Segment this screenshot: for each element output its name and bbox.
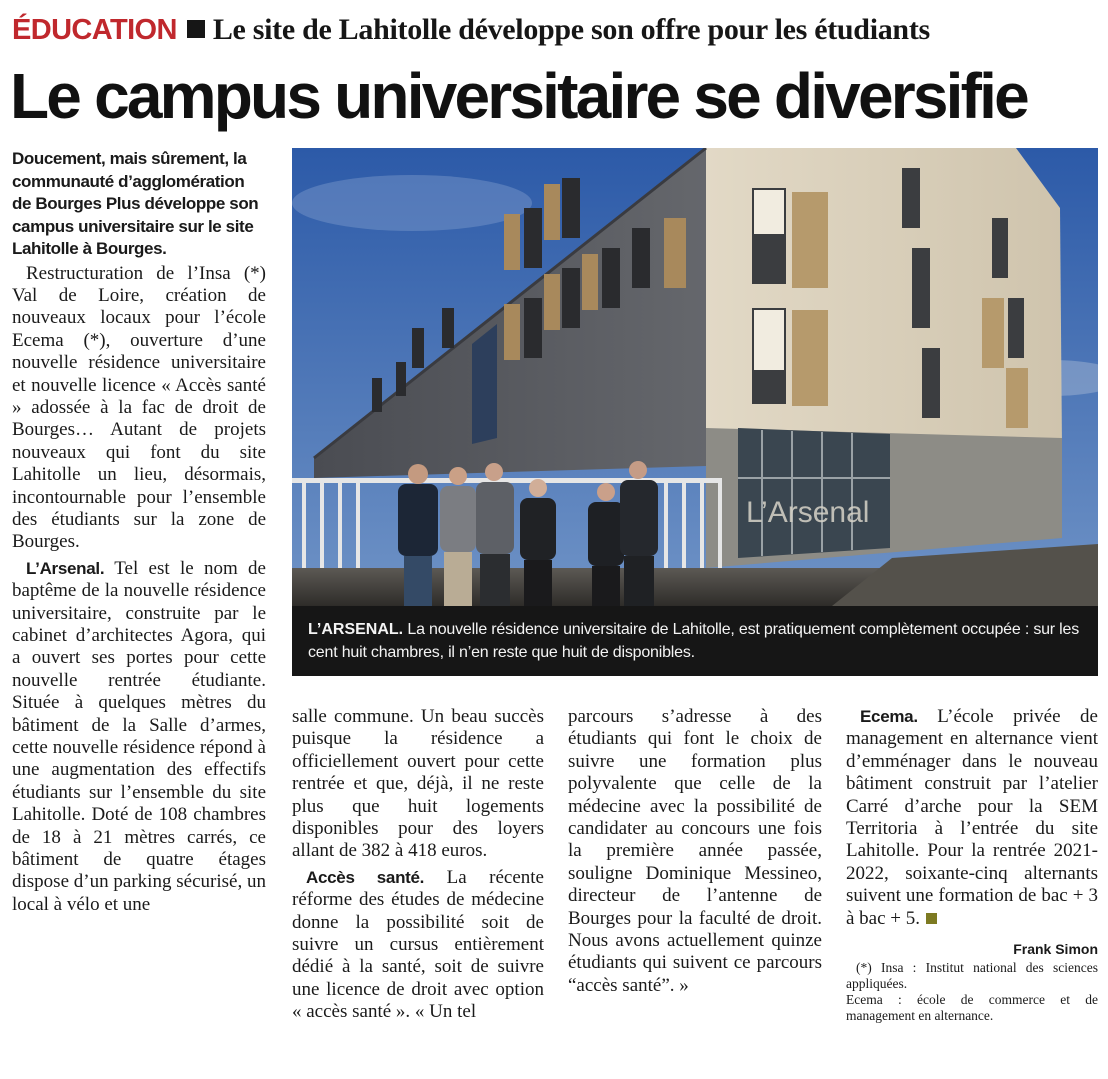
square-bullet-icon: [187, 20, 205, 38]
ecema-text: L’école privée de management en alternance vient d’emménager dans le nouveau bâtiment construit par l’atelier Carré d’arche pour la SEM Territoria à l’entrée du site Lahitolle. Pour la rentrée 2021-2022, soixante-cinq alternants suivent une formation de bac + 3 à bac + 5.: [846, 706, 1098, 929]
building-photo-illustration: [292, 148, 1098, 606]
ecema-paragraph: [846, 706, 1098, 930]
article-photo: [292, 148, 1098, 606]
col2-continuation: salle commune. Un beau succès puisque la résidence a officiellement ouvert pour cette rentrée et que, déjà, il ne reste plus que huit logements disponibles pour des loyers allant de 382 à 418 euros.: [292, 706, 544, 862]
arsenal-text: Tel est le nom de baptême de la nouvelle résidence universitaire, construite par le cabinet d’architectes Agora, qui a ouvert ses portes pour cette nouvelle rentrée étudiante. Située à quelques mètres du bâtiment de la Salle d’armes, cette nouvelle résidence répond à une augmentation des effectifs étudiants sur l’ensemble du site Lahitolle. Doté de 108 chambres de 18 à 21 mètres carrés, ce bâtiment de quatre étages dispose d’un parking sécurisé, un local à vélo et une: [12, 557, 266, 915]
text-column-1: [12, 148, 266, 916]
arsenal-paragraph: [12, 558, 266, 917]
intro-paragraph: Restructuration de l’Insa (*) Val de Loire, création de nouveaux locaux pour l’école Ecema (*), ouverture d’une nouvelle résidence universitaire et nouvelle licence « Accès santé » adossée à la fac de droit de Bourges… Autant de projets nouveaux qui font du site Lahitolle un lieu, désormais, incontournable pour l’ensemble des étudiants sur la zone de Bourges.: [12, 262, 266, 553]
section-rubric: ÉDUCATION: [12, 14, 177, 46]
sante-text: La récente réforme des études de médecine donne la possibilité soit de suivre un cursus entièrement dédié à la santé, soit de suivre une licence de droit avec option « accès santé ». « Un tel: [292, 866, 544, 1023]
text-column-3: [568, 706, 822, 997]
footnote-insa: (*) Insa : Institut national des sciences appliquées.: [846, 960, 1098, 992]
text-column-4: [846, 706, 1098, 1024]
sante-lead: Accès santé.: [306, 867, 425, 887]
building-sign: L’Arsenal: [746, 496, 870, 529]
arsenal-lead: L’Arsenal.: [26, 558, 105, 578]
ecema-lead: Ecema.: [860, 707, 918, 726]
footnote-ecema: Ecema : école de commerce et de management en alternance.: [846, 992, 1098, 1024]
author-signature: Frank Simon: [1013, 941, 1098, 958]
caption-lead: L’ARSENAL.: [308, 621, 404, 638]
article-kicker: [12, 10, 930, 50]
col3-continuation: parcours s’adresse à des étudiants qui font le choix de suivre une formation plus polyvalente que celle de la médecine avec la possibilité de candidater au concours une fois la première année passée, souligne Dominique Messineo, directeur de l’antenne de Bourges pour la faculté de droit. Nous avons actuellement quinze étudiants qui suivent ce parcours “accès santé”. »: [568, 706, 822, 996]
article-chapo: Doucement, mais sûrement, la communauté d’agglomération de Bourges Plus développe son campus universitaire sur le site Lahitolle à Bourges.: [12, 149, 259, 258]
caption-text: La nouvelle résidence universitaire de Lahitolle, est pratiquement complètement occupée : sur les cent huit chambres, il n’en reste que huit de disponibles.: [308, 621, 1080, 661]
kicker-text: Le site de Lahitolle développe son offre pour les étudiants: [212, 13, 930, 46]
text-column-2: [292, 706, 544, 1024]
photo-caption: [292, 606, 1098, 676]
article-headline: Le campus universitaire se diversifie: [10, 60, 1027, 132]
sante-paragraph: [292, 867, 544, 1024]
end-of-article-icon: [926, 913, 937, 924]
